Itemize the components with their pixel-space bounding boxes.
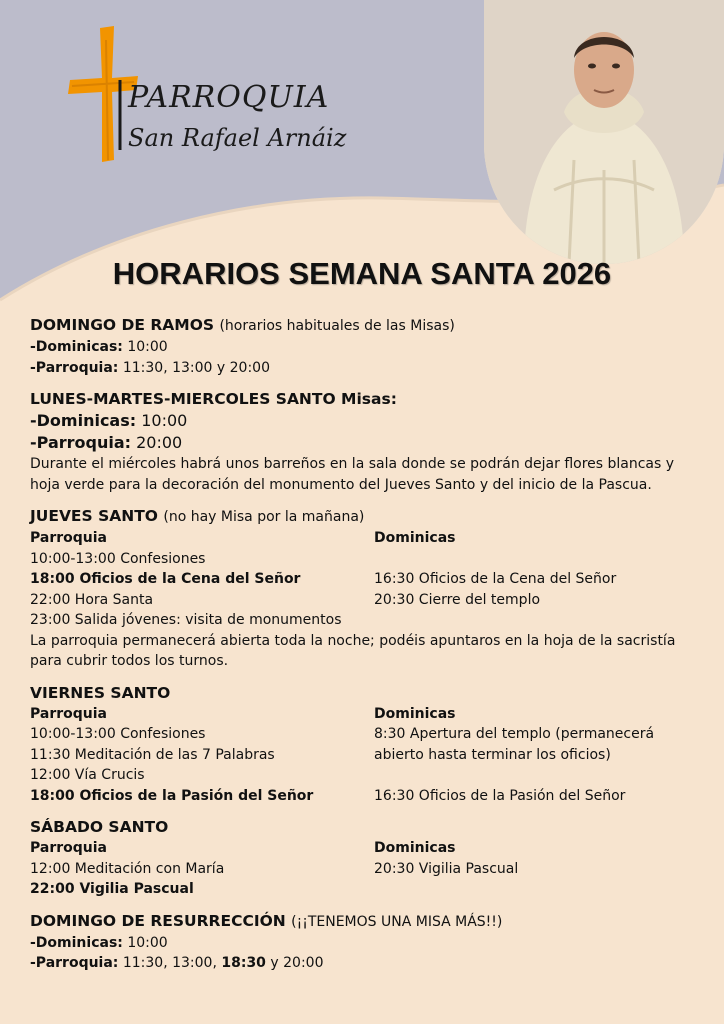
column-header: Dominicas — [374, 530, 456, 546]
dominicas-column — [374, 528, 700, 631]
info-text-line: para cubrir todos los turnos. — [30, 653, 229, 669]
schedule-item: 8:30 Apertura del templo (permanecerá — [374, 726, 655, 742]
dominicas-column — [374, 838, 700, 900]
saint-portrait — [484, 0, 724, 264]
parroquia-value: 20:00 — [136, 433, 183, 452]
schedule-columns — [30, 704, 700, 807]
section-heading: SÁBADO SANTO — [30, 818, 169, 836]
schedule-item: 12:00 Meditación con María — [30, 860, 225, 877]
dominicas-label: -Dominicas: — [30, 934, 123, 951]
dominicas-value: 10:00 — [127, 339, 168, 355]
parroquia-label: -Parroquia: — [30, 433, 132, 452]
section-heading: LUNES-MARTES-MIERCOLES SANTO Misas: — [30, 390, 397, 408]
column-header: Parroquia — [30, 705, 107, 722]
column-header: Dominicas — [374, 705, 456, 722]
schedule-item: 12:00 Vía Crucis — [30, 767, 145, 783]
info-text-line: La parroquia permanecerá abierta toda la noche; podéis apuntaros en la hoja de la sacristía — [30, 632, 676, 649]
schedule-content — [30, 314, 700, 984]
section-heading: DOMINGO DE RESURRECCIÓN — [30, 911, 286, 930]
schedule-item: 22:00 Vigilia Pascual — [30, 881, 194, 897]
section-viernes-santo — [30, 682, 700, 807]
schedule-item: 20:30 Cierre del templo — [374, 591, 541, 608]
schedule-item: 16:30 Oficios de la Cena del Señor — [374, 571, 617, 587]
info-text-line: Durante el miércoles habrá unos barreños en la sala donde se podrán dejar flores blancas y — [30, 456, 675, 472]
parroquia-value: 11:30, 13:00, — [122, 955, 217, 971]
schedule-item: 10:00-13:00 Confesiones — [30, 726, 206, 742]
section-jueves-santo — [30, 505, 700, 672]
dominicas-value: 10:00 — [141, 411, 188, 430]
schedule-item: 16:30 Oficios de la Pasión del Señor — [374, 787, 626, 804]
section-note: (horarios habituales de las Misas) — [219, 318, 455, 334]
parroquia-value-highlight: 18:30 — [221, 955, 266, 971]
page-title: HORARIOS SEMANA SANTA 2026 — [112, 256, 612, 291]
dominicas-column — [374, 704, 700, 807]
brand-subtitle: San Rafael Arnáiz — [128, 124, 347, 152]
brand-name: PARROQUIA — [128, 80, 330, 115]
parroquia-value: 11:30, 13:00 y 20:00 — [122, 359, 270, 376]
section-domingo-ramos — [30, 314, 700, 378]
section-heading: DOMINGO DE RAMOS — [30, 316, 215, 334]
schedule-item: 20:30 Vigilia Pascual — [374, 860, 519, 877]
column-header: Parroquia — [30, 840, 107, 856]
section-note: (no hay Misa por la mañana) — [163, 509, 365, 525]
section-sabado-santo — [30, 816, 700, 900]
parroquia-value: y 20:00 — [270, 955, 324, 971]
column-header: Dominicas — [374, 840, 456, 856]
section-domingo-resurreccion — [30, 910, 700, 974]
section-note: (¡¡TENEMOS UNA MISA MÁS!!) — [291, 913, 503, 930]
schedule-item: 11:30 Meditación de las 7 Palabras — [30, 746, 275, 763]
parroquia-column — [30, 838, 374, 900]
section-heading: VIERNES SANTO — [30, 683, 171, 702]
dominicas-label: -Dominicas: — [30, 339, 123, 355]
schedule-columns — [30, 838, 700, 900]
schedule-item: 22:00 Hora Santa — [30, 591, 154, 608]
parroquia-label: -Parroquia: — [30, 359, 119, 376]
dominicas-value: 10:00 — [127, 934, 168, 951]
schedule-columns — [30, 528, 700, 631]
column-header: Parroquia — [30, 530, 107, 546]
info-text-line: hoja verde para la decoración del monumento del Jueves Santo y del inicio de la Pascua. — [30, 476, 652, 493]
section-heading: JUEVES SANTO — [30, 507, 158, 525]
schedule-item: 10:00-13:00 Confesiones — [30, 550, 206, 567]
section-lunes-martes-miercoles — [30, 388, 700, 495]
parroquia-column — [30, 704, 374, 807]
schedule-item: 18:00 Oficios de la Cena del Señor — [30, 571, 301, 587]
schedule-item: 23:00 Salida jóvenes: visita de monumentos — [30, 612, 342, 628]
schedule-item: abierto hasta terminar los oficios) — [374, 746, 611, 763]
dominicas-label: -Dominicas: — [30, 411, 137, 430]
parroquia-column — [30, 528, 374, 631]
schedule-item: 18:00 Oficios de la Pasión del Señor — [30, 787, 314, 804]
parroquia-label: -Parroquia: — [30, 955, 119, 971]
